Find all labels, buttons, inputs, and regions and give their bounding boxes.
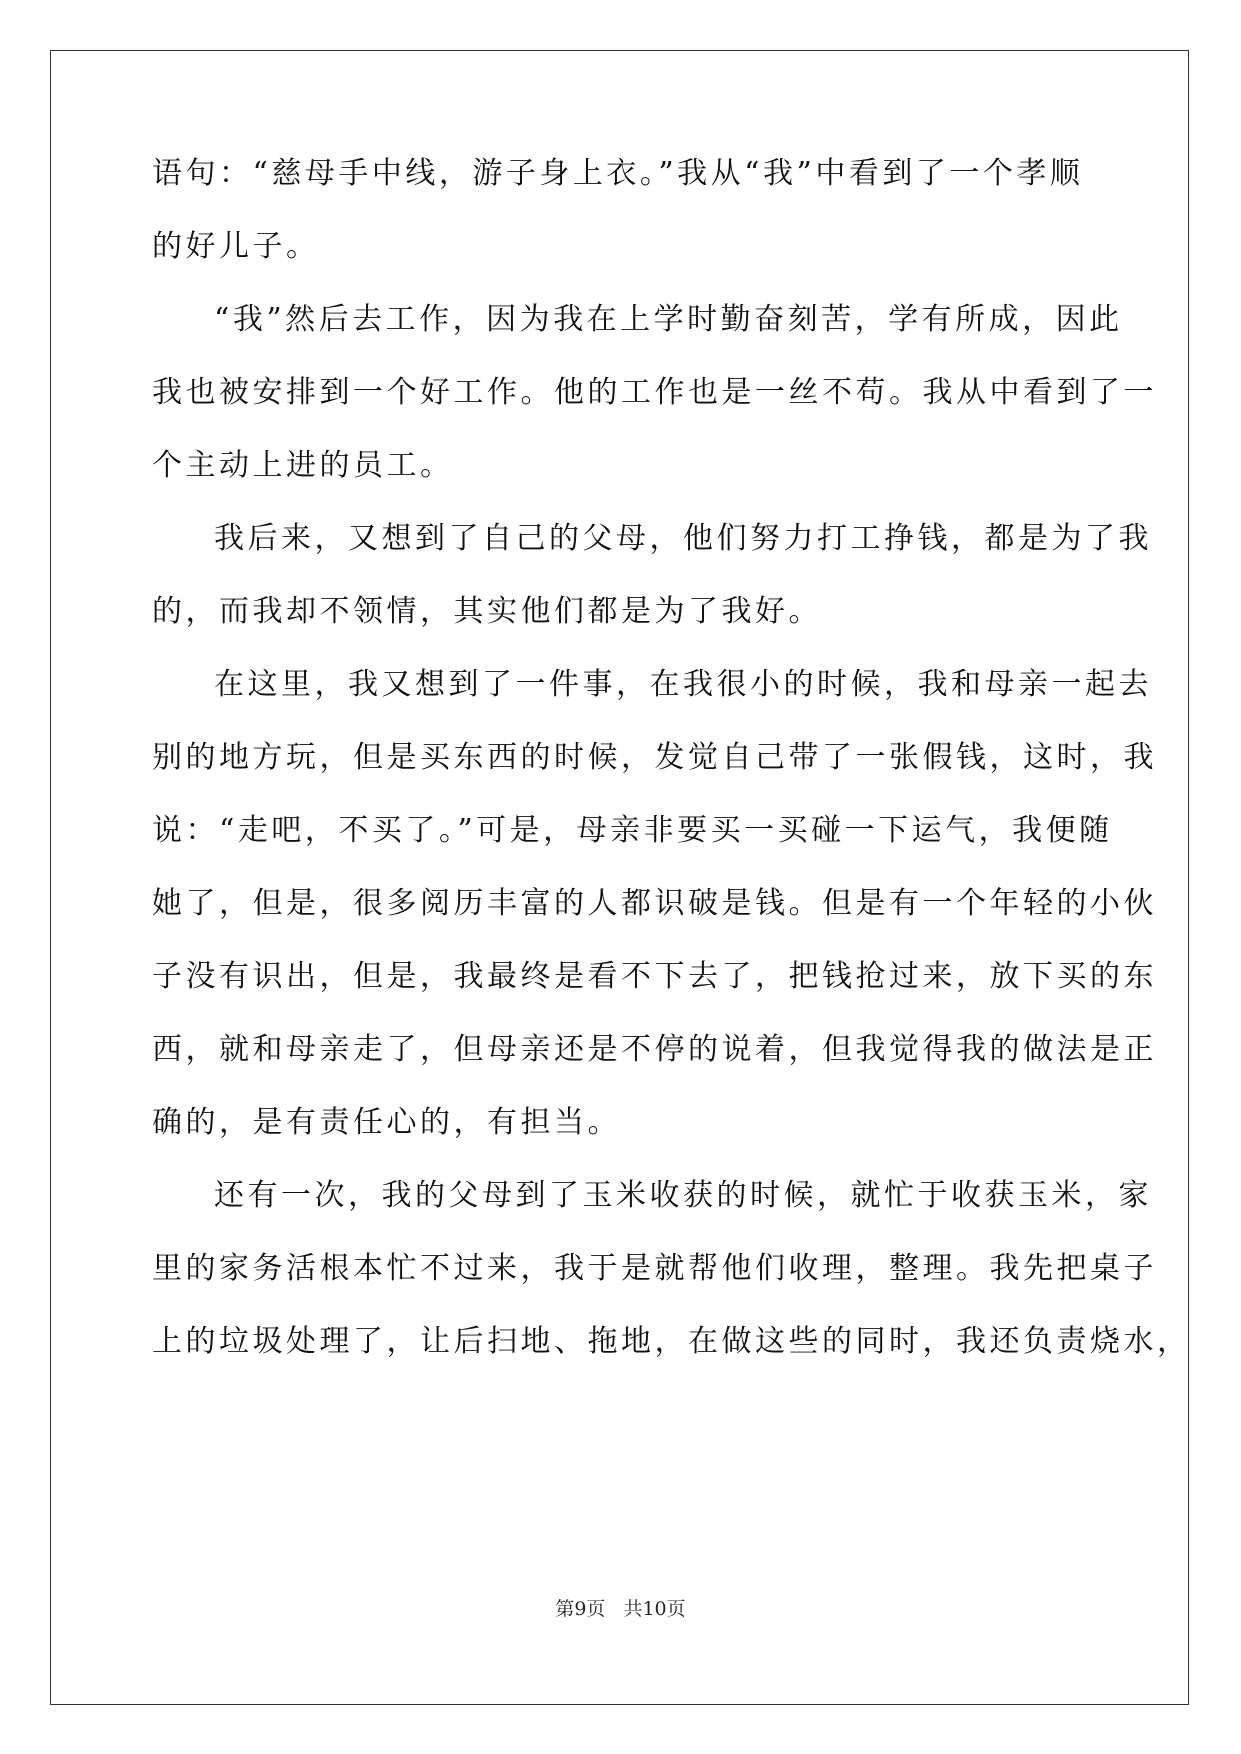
- text-line: 西，就和母亲走了，但母亲还是不停的说着，但我觉得我的做法是正: [152, 1032, 1157, 1067]
- text-line: 别的地方玩，但是买东西的时候，发觉自己带了一张假钱，这时，我: [152, 740, 1157, 775]
- page-number: 第9页: [555, 1598, 606, 1620]
- text-line: 子没有识出，但是，我最终是看不下去了，把钱抢过来，放下买的东: [152, 959, 1157, 994]
- text-line: 的好儿子。: [152, 229, 320, 264]
- text-line: 她了，但是，很多阅历丰富的人都识破是钱。但是有一个年轻的小伙: [152, 886, 1157, 921]
- text-line: 在这里，我又想到了一件事，在我很小的时候，我和母亲一起去: [214, 667, 1152, 702]
- text-line: 上的垃圾处理了，让后扫地、拖地，在做这些的同时，我还负责烧水，: [152, 1324, 1191, 1359]
- text-line: 个主动上进的员工。: [152, 448, 454, 483]
- text-line: 的，而我却不领情，其实他们都是为了我好。: [152, 594, 822, 629]
- text-line: 说：“走吧，不买了。”可是，母亲非要买一买碰一下运气，我便随: [152, 813, 1113, 848]
- page-total: 共10页: [623, 1598, 686, 1620]
- text-line: 语句：“慈母手中线，游子身上衣。”我从“我”中看到了一个孝顺: [152, 156, 1084, 191]
- text-line: “我”然后去工作，因为我在上学时勤奋刻苦，学有所成，因此: [214, 302, 1123, 337]
- text-line: 里的家务活根本忙不过来，我于是就帮他们收理，整理。我先把桌子: [152, 1251, 1157, 1286]
- text-line: 我也被安排到一个好工作。他的工作也是一丝不苟。我从中看到了一: [152, 375, 1157, 410]
- text-line: 我后来，又想到了自己的父母，他们努力打工挣钱，都是为了我: [214, 521, 1152, 556]
- page-border: [50, 50, 1189, 1705]
- text-line: 确的，是有责任心的，有担当。: [152, 1105, 621, 1140]
- page-footer: [0, 1597, 1241, 1621]
- text-line: 还有一次，我的父母到了玉米收获的时候，就忙于收获玉米，家: [214, 1178, 1152, 1213]
